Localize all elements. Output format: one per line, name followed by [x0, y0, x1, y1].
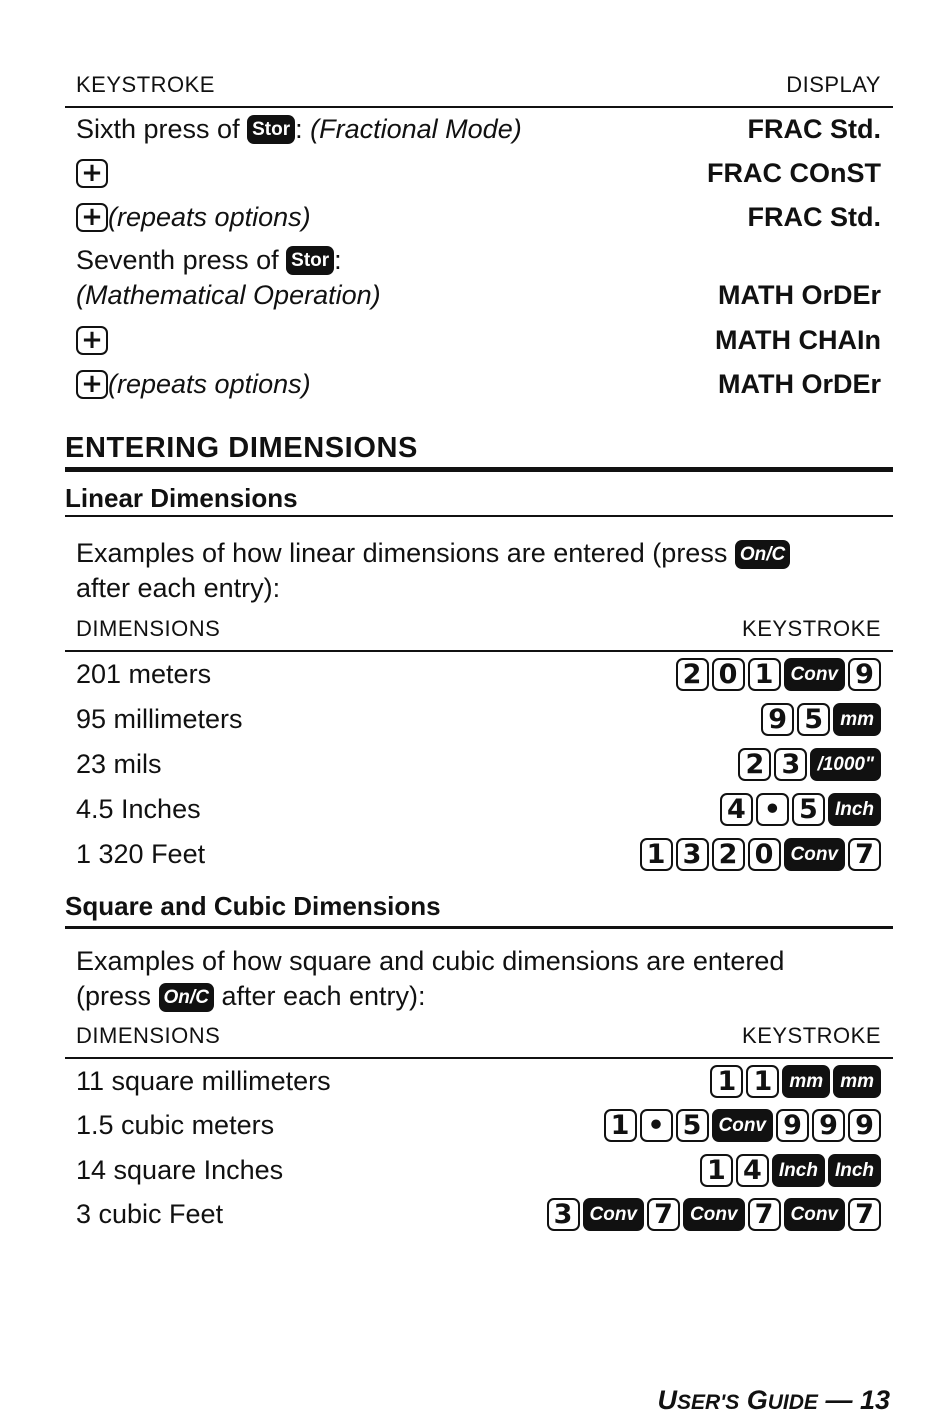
decimal-key: • — [640, 1109, 673, 1142]
intro-text: after each entry): — [76, 573, 281, 603]
keystroke-header: KEYSTROKE — [742, 1023, 881, 1048]
row-colon: : — [334, 244, 342, 275]
conv-key: Conv — [784, 838, 846, 871]
digit-5-key: 5 — [797, 703, 830, 736]
linear-table-header — [65, 618, 893, 640]
digit-2-key: 2 — [738, 748, 771, 781]
mode-row — [65, 278, 893, 312]
example-row — [65, 1197, 893, 1233]
digit-7-key: 7 — [647, 1198, 680, 1231]
intro-text: Examples of how linear dimensions are entered (press — [76, 538, 728, 568]
conv-key: Conv — [712, 1109, 774, 1142]
digit-4-key: 4 — [736, 1154, 769, 1187]
row-colon: : — [295, 113, 303, 144]
footer-page-number: — 13 — [817, 1385, 890, 1415]
row-text: Seventh press of — [76, 244, 279, 275]
display-value: FRAC Std. — [747, 201, 881, 232]
digit-3-key: 3 — [676, 838, 709, 871]
mode-row — [65, 367, 893, 401]
display-value: MATH OrDEr — [717, 279, 881, 310]
digit-7-key: 7 — [848, 1198, 881, 1231]
decimal-key: • — [756, 793, 789, 826]
digit-4-key: 4 — [720, 793, 753, 826]
keystroke-sequence — [720, 793, 893, 826]
example-row — [65, 1063, 893, 1099]
subtitle-rule — [65, 926, 893, 929]
stor-key: Stor — [286, 246, 334, 275]
keystroke-sequence — [710, 1065, 893, 1098]
keystroke-sequence — [604, 1109, 894, 1142]
subtitle-rule — [65, 515, 893, 517]
digit-1-key: 1 — [746, 1065, 779, 1098]
keystroke-sequence — [761, 703, 893, 736]
mode-table-header — [65, 74, 893, 96]
display-value: FRAC Std. — [747, 113, 881, 144]
dimension-label: 23 mils — [76, 748, 162, 779]
mils-key: /1000" — [810, 748, 881, 781]
mm-key: mm — [833, 703, 881, 736]
conv-key: Conv — [784, 658, 846, 691]
example-row — [65, 791, 893, 827]
conv-key: Conv — [583, 1198, 645, 1231]
digit-9-key: 9 — [848, 658, 881, 691]
onc-key: On/C — [159, 983, 214, 1012]
display-header: DISPLAY — [786, 72, 881, 97]
dimension-label: 14 square Inches — [76, 1154, 284, 1185]
display-value: MATH OrDEr — [717, 368, 881, 399]
digit-5-key: 5 — [792, 793, 825, 826]
onc-key: On/C — [735, 540, 790, 569]
digit-1-key: 1 — [700, 1154, 733, 1187]
example-row — [65, 746, 893, 782]
mm-key: mm — [782, 1065, 830, 1098]
digit-1-key: 1 — [748, 658, 781, 691]
mode-row — [65, 243, 893, 277]
keystroke-sequence — [676, 658, 894, 691]
section-rule — [65, 467, 893, 472]
conv-key: Conv — [784, 1198, 846, 1231]
digit-0-key: 0 — [712, 658, 745, 691]
intro-text: (press — [76, 981, 152, 1011]
example-row — [65, 656, 893, 692]
keystroke-header: KEYSTROKE — [742, 616, 881, 641]
row-italic: (repeats options) — [108, 368, 311, 399]
digit-9-key: 9 — [812, 1109, 845, 1142]
example-row — [65, 836, 893, 872]
dimension-label: 11 square millimeters — [76, 1065, 331, 1096]
linear-intro — [76, 536, 876, 606]
digit-5-key: 5 — [676, 1109, 709, 1142]
dimensions-header: DIMENSIONS — [76, 616, 221, 641]
keystroke-sequence — [547, 1198, 894, 1231]
example-row — [65, 701, 893, 737]
dimension-label: 3 cubic Feet — [76, 1199, 224, 1229]
keystroke-sequence — [700, 1154, 893, 1187]
header-rule — [65, 106, 893, 108]
mode-row — [65, 156, 893, 190]
digit-7-key: 7 — [848, 838, 881, 871]
footer-g: G — [746, 1385, 768, 1415]
row-text: Sixth press of — [76, 113, 240, 144]
cubic-subtitle: Square and Cubic Dimensions — [65, 891, 441, 921]
display-value: FRAC COnST — [707, 157, 881, 188]
intro-text: after each entry): — [221, 981, 426, 1011]
dimension-label: 1.5 cubic meters — [76, 1110, 275, 1140]
footer-uide: UIDE — [767, 1391, 818, 1414]
digit-9-key: 9 — [848, 1109, 881, 1142]
plus-key: + — [76, 159, 108, 188]
display-value: MATH CHAIn — [715, 324, 881, 355]
plus-key: + — [76, 203, 108, 232]
digit-2-key: 2 — [712, 838, 745, 871]
mode-row — [65, 323, 893, 357]
stor-key: Stor — [247, 115, 295, 144]
dimensions-header: DIMENSIONS — [76, 1023, 221, 1048]
digit-7-key: 7 — [748, 1198, 781, 1231]
digit-9-key: 9 — [776, 1109, 809, 1142]
keystroke-sequence — [738, 748, 893, 781]
dimension-label: 201 meters — [76, 658, 212, 689]
cubic-intro — [76, 944, 876, 1014]
dimension-label: 95 millimeters — [76, 703, 243, 734]
example-row — [65, 1152, 893, 1188]
cubic-table-header — [65, 1025, 893, 1047]
digit-3-key: 3 — [774, 748, 807, 781]
digit-2-key: 2 — [676, 658, 709, 691]
dimension-label: 4.5 Inches — [76, 793, 201, 824]
footer-sers: SER'S — [677, 1391, 740, 1414]
mm-key: mm — [833, 1065, 881, 1098]
plus-key: + — [76, 326, 108, 355]
inch-key: Inch — [828, 793, 881, 826]
digit-0-key: 0 — [748, 838, 781, 871]
digit-9-key: 9 — [761, 703, 794, 736]
dimension-label: 1 320 Feet — [76, 838, 206, 869]
section-title: ENTERING DIMENSIONS — [65, 432, 418, 464]
header-rule — [65, 1057, 893, 1059]
mode-row — [65, 200, 893, 234]
keystroke-sequence — [640, 838, 894, 871]
page-footer — [658, 1385, 890, 1416]
example-row — [65, 1108, 893, 1144]
digit-1-key: 1 — [604, 1109, 637, 1142]
digit-1-key: 1 — [640, 838, 673, 871]
row-italic: (Mathematical Operation) — [76, 279, 381, 310]
footer-u: U — [657, 1385, 678, 1415]
header-rule — [65, 650, 893, 652]
keystroke-header: KEYSTROKE — [76, 72, 215, 97]
plus-key: + — [76, 370, 108, 399]
row-italic: (Fractional Mode) — [310, 113, 522, 144]
intro-text: Examples of how square and cubic dimensions are entered — [76, 946, 785, 976]
digit-3-key: 3 — [547, 1198, 580, 1231]
mode-row — [65, 112, 893, 146]
linear-subtitle: Linear Dimensions — [65, 483, 298, 513]
conv-key: Conv — [683, 1198, 745, 1231]
inch-key: Inch — [828, 1154, 881, 1187]
inch-key: Inch — [772, 1154, 825, 1187]
row-italic: (repeats options) — [108, 201, 311, 232]
digit-1-key: 1 — [710, 1065, 743, 1098]
